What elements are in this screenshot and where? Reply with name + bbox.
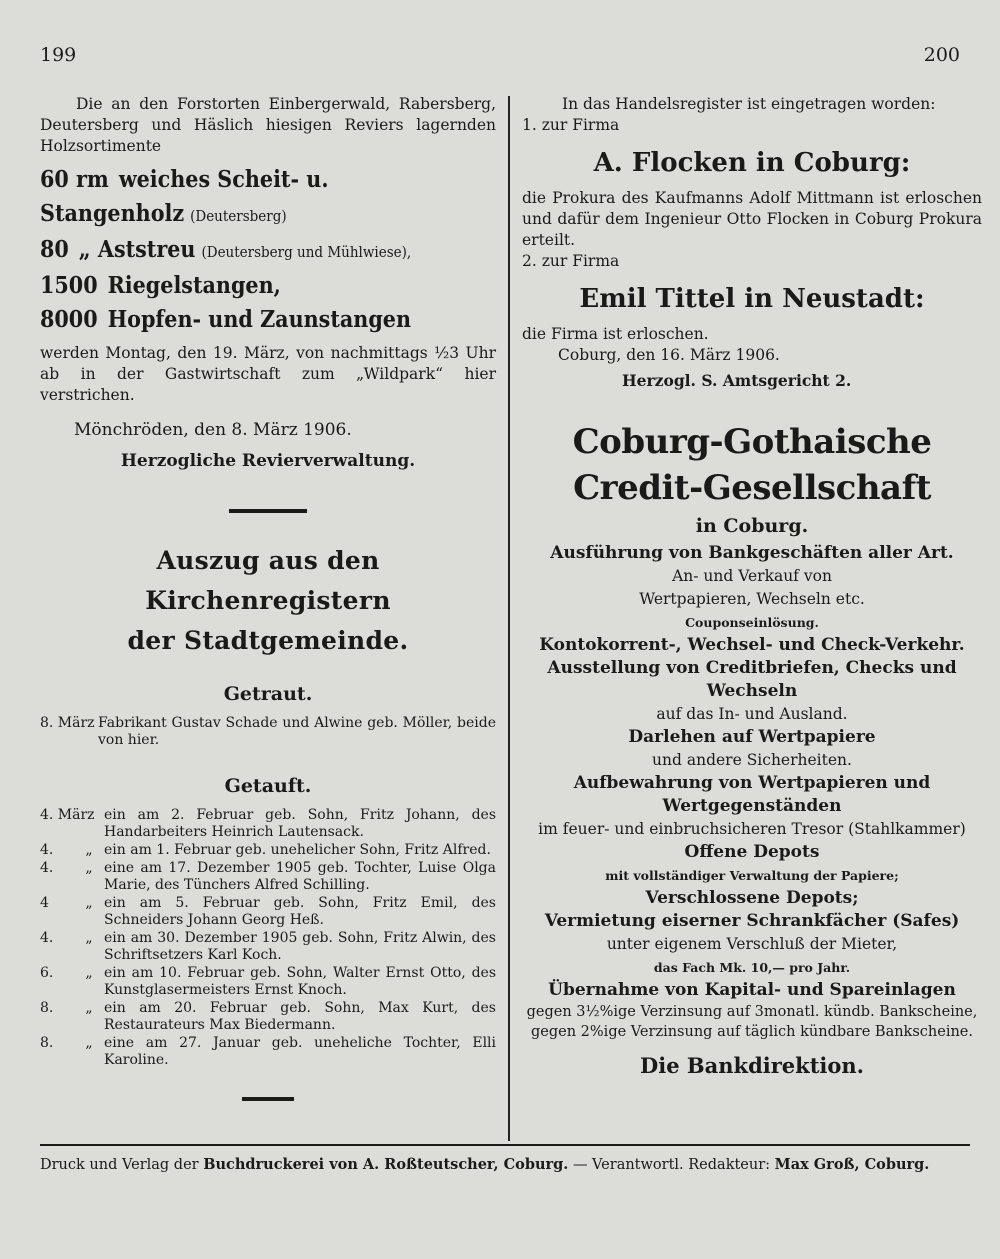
entry-ditto: „ (85, 1000, 93, 1016)
court-place-date: Coburg, den 16. März 1906. (558, 346, 780, 364)
timber-list (40, 163, 496, 337)
church-register-subtitle: der Stadtgemeinde. (127, 626, 409, 655)
bank-service-line: Vermietung eiserner Schrankfächer (Safes) (544, 911, 960, 931)
baptism-entry (40, 860, 496, 894)
bank-service-line: gegen 2%ige Verzinsung auf täglich kündbare Bankscheine. (531, 1024, 973, 1040)
entry-ditto: „ (85, 965, 93, 981)
timber-qty: 8000 (40, 306, 98, 333)
bank-service-line: Ausführung von Bankgeschäften aller Art. (550, 543, 954, 563)
entry-text: ein am 5. Februar geb. Sohn, Fritz Emil, des Schneiders Johann Georg Heß. (104, 895, 496, 928)
timber-note: (Deutersberg und Mühlwiese), (201, 243, 412, 261)
entry-ditto: „ (85, 895, 93, 911)
bank-service-line: Offene Depots (684, 842, 820, 862)
bank-service-line: An- und Verkauf von (672, 567, 832, 585)
timber-qty: 1500 (40, 272, 98, 299)
entry-text: Fabrikant Gustav Schade und Alwine geb. Möller, beide von hier. (98, 715, 496, 748)
baptism-entry (40, 807, 496, 841)
baptism-entry (40, 1000, 496, 1034)
baptism-entry (40, 895, 496, 929)
register-intro: In das Handelsregister ist eingetragen worden: (562, 95, 936, 113)
right-column (522, 94, 982, 1077)
bank-service-line: unter eigenem Verschluß der Mieter, (606, 935, 898, 953)
timber-kind: Hopfen- und Zaunstangen (107, 306, 412, 333)
entry-ditto: „ (85, 860, 93, 876)
bank-service-line: im feuer- und einbruchsicheren Tresor (Stahlkammer) (538, 820, 966, 838)
entry-text: ein am 10. Februar geb. Sohn, Walter Ernst Otto, des Kunstglasermeisters Ernst Knoch. (104, 965, 496, 998)
firm1-label: 1. zur Firma (522, 116, 620, 134)
page-number-right: 200 (923, 44, 960, 66)
bank-service-line: Darlehen auf Wertpapiere (628, 727, 876, 747)
firm1-text: die Prokura des Kaufmanns Adolf Mittmann ist erloschen und dafür dem Ingenieur Otto Flocken in Coburg Prokura erteilt. (522, 189, 982, 249)
imprint-editor: Max Groß, Coburg. (774, 1156, 930, 1173)
entry-text: ein am 2. Februar geb. Sohn, Fritz Johann, des Handarbeiters Heinrich Lautensack. (104, 807, 496, 840)
entry-text: eine am 27. Januar geb. uneheliche Tochter, Elli Karoline. (104, 1035, 496, 1068)
baptism-entry (40, 1035, 496, 1069)
baptized-heading: Getauft. (224, 775, 312, 797)
bank-service-line: Couponseinlösung. (685, 615, 819, 630)
bank-service-line: Aufbewahrung von Wertpapieren und (573, 773, 931, 793)
entry-date: 8. (40, 1035, 54, 1051)
bank-service-line: Übernahme von Kapital- und Spareinlagen (548, 980, 956, 1000)
entry-date: 8. März (40, 715, 95, 731)
bank-signature: Die Bankdirektion. (640, 1053, 864, 1078)
forest-signature: Herzogliche Revierverwaltung. (120, 451, 416, 471)
firm1-name: A. Flocken in Coburg: (593, 148, 911, 178)
imprint-pre: Druck und Verlag der (40, 1157, 199, 1173)
entry-text: eine am 17. Dezember 1905 geb. Tochter, Luise Olga Marie, des Tünchers Alfred Schilling. (104, 860, 496, 893)
left-column (40, 94, 496, 1101)
entry-ditto: „ (85, 842, 93, 858)
timber-kind: Riegelstangen, (107, 272, 281, 299)
entry-date: 8. (40, 1000, 54, 1016)
timber-item (40, 269, 496, 303)
bank-service-line: Verschlossene Depots; (645, 888, 859, 908)
bank-service-line: Ausstellung von Creditbriefen, Checks und Wechseln (547, 658, 957, 701)
bank-services (522, 542, 982, 1042)
bank-service-line: Kontokorrent-, Wechsel- und Check-Verkehr. (539, 635, 965, 655)
firm2-text: die Firma ist erloschen. (522, 325, 709, 343)
entry-date: 4. (40, 930, 54, 946)
married-entry (40, 715, 496, 749)
baptism-entry (40, 930, 496, 964)
imprint-printer: Buchdruckerei von A. Roßteutscher, Coburg. (203, 1156, 569, 1173)
bank-service-line: Wertpapieren, Wechseln etc. (639, 590, 865, 608)
baptized-list (40, 807, 496, 1069)
bank-service-line: mit vollständiger Verwaltung der Papiere; (605, 868, 899, 883)
separator-bar (229, 509, 307, 513)
bank-service-line: Wertgegenständen (662, 796, 842, 816)
timber-item (40, 163, 496, 233)
bank-service-line: das Fach Mk. 10,— pro Jahr. (653, 960, 851, 975)
married-list (40, 715, 496, 749)
court-signature: Herzogl. S. Amtsgericht 2. (622, 371, 852, 390)
entry-ditto: „ (85, 1035, 93, 1051)
entry-date: 4. (40, 842, 54, 858)
column-divider (508, 96, 510, 1141)
timber-kind: weiches Scheit- u. Stangenholz (40, 166, 329, 227)
entry-text: ein am 30. Dezember 1905 geb. Sohn, Fritz Alwin, des Schriftsetzers Karl Koch. (104, 930, 496, 963)
page-number-left: 199 (40, 44, 77, 66)
bank-service-line: auf das In- und Ausland. (656, 705, 848, 723)
firm2-label: 2. zur Firma (522, 252, 620, 270)
baptism-entry (40, 842, 496, 859)
bank-service-line: gegen 3½%ige Verzinsung auf 3monatl. kündb. Bankscheine, (526, 1004, 978, 1020)
firm2-name: Emil Tittel in Neustadt: (579, 284, 925, 314)
timber-item (40, 233, 496, 269)
imprint-footer (40, 1144, 970, 1173)
timber-note: (Deutersberg) (190, 207, 287, 225)
bank-title: Coburg-Gothaische Credit-Gesellschaft (572, 422, 932, 508)
timber-qty: 60 rm (40, 166, 109, 193)
church-register-title: Auszug aus den Kirchenregistern (145, 546, 391, 615)
married-heading: Getraut. (223, 683, 313, 705)
timber-item (40, 303, 496, 337)
entry-text: ein am 20. Februar geb. Sohn, Max Kurt, des Restaurateurs Max Biedermann. (104, 1000, 496, 1033)
auction-text: werden Montag, den 19. März, von nachmittags ½3 Uhr ab in der Gastwirtschaft zum „Wildpark“ hier verstrichen. (40, 344, 496, 404)
entry-date: 4. (40, 860, 54, 876)
bank-service-line: und andere Sicherheiten. (652, 751, 852, 769)
entry-text: ein am 1. Februar geb. unehelicher Sohn, Fritz Alfred. (104, 842, 491, 858)
entry-date: 6. (40, 965, 54, 981)
timber-intro: Die an den Forstorten Einbergerwald, Rabersberg, Deutersberg und Häslich hiesigen Reviers lagernden Holzsortimente (40, 95, 496, 155)
imprint-mid: — Verantwortl. Redakteur: (572, 1157, 771, 1173)
entry-ditto: „ (85, 930, 93, 946)
baptism-entry (40, 965, 496, 999)
timber-kind: „ Aststreu (78, 236, 196, 263)
entry-date: 4 (40, 895, 49, 911)
entry-date: 4. März (40, 807, 95, 823)
bank-location: in Coburg. (695, 515, 809, 537)
place-date: Mönchröden, den 8. März 1906. (74, 420, 352, 440)
separator-bar-end (242, 1097, 294, 1101)
timber-qty: 80 (40, 236, 69, 263)
